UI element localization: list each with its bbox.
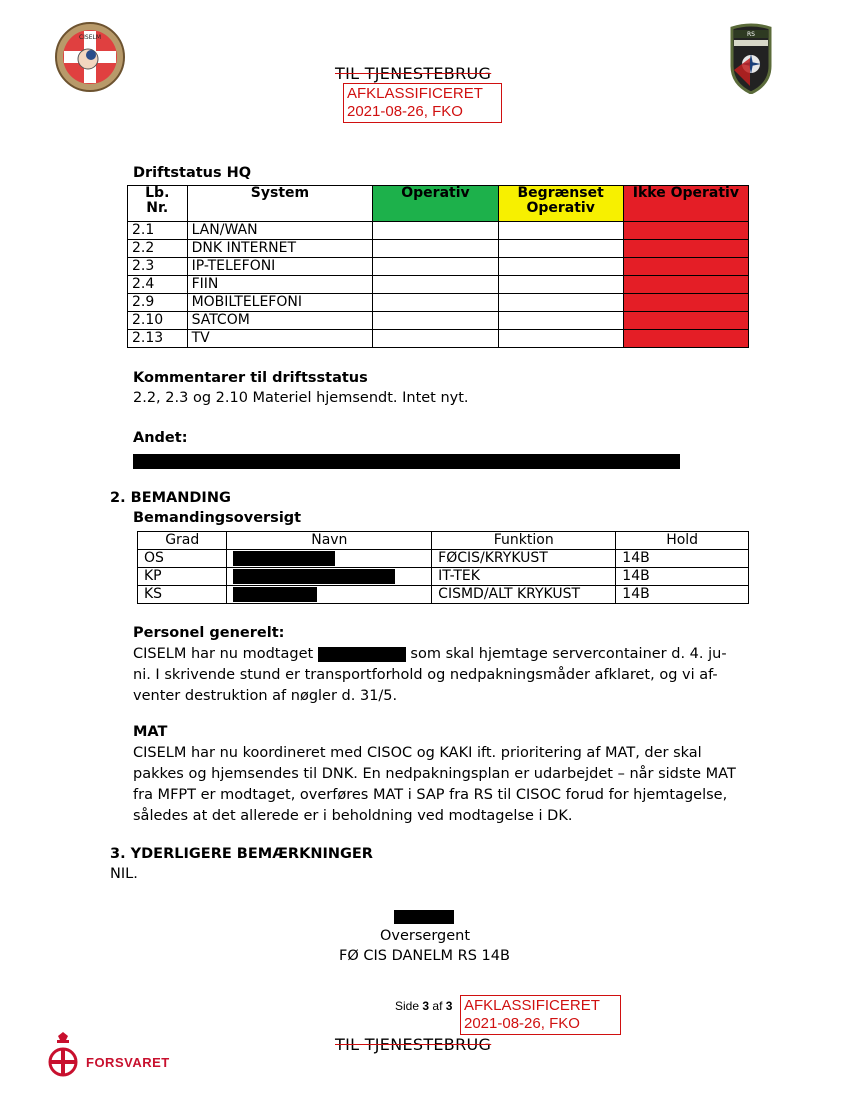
personel-title: Personel generelt: xyxy=(133,625,285,641)
footer-stamp-line2: 2021-08-26, FKO xyxy=(464,1015,580,1032)
redaction-bar xyxy=(318,647,406,662)
table-row xyxy=(128,312,749,330)
forsvaret-logo xyxy=(48,1032,170,1080)
table-row xyxy=(128,258,749,276)
footer-classification: TIL TJENESTEBRUG xyxy=(335,1035,492,1054)
footer-declassified-stamp xyxy=(460,995,621,1035)
personel-text xyxy=(133,644,753,707)
header-stamp-line2: 2021-08-26, FKO xyxy=(347,103,463,120)
personel-text-a: CISELM har nu modtaget xyxy=(133,646,314,662)
yderligere-section: 3. YDERLIGERE BEMÆRKNINGER xyxy=(110,846,373,862)
bemanding-table xyxy=(137,531,749,604)
header-classification: TIL TJENESTEBRUG xyxy=(335,64,492,83)
kommentarer-text: 2.2, 2.3 og 2.10 Materiel hjemsendt. Intet nyt. xyxy=(133,390,469,406)
row-nr: 2.1 xyxy=(128,222,188,240)
page-number xyxy=(395,999,452,1013)
personel-line2: ni. I skrivende stund er transportforhold og nedpakningsmåder afklaret, og vi af- xyxy=(133,667,718,683)
col-operativ: Operativ xyxy=(373,186,498,222)
col-lbnr: Lb. Nr. xyxy=(128,186,188,222)
bemanding-section: 2. BEMANDING xyxy=(110,490,231,506)
unit-logo-text: CISELM xyxy=(78,34,102,41)
table-row xyxy=(138,586,749,604)
page-total: 3 xyxy=(445,999,453,1013)
mat-line: pakkes og hjemsendes til DNK. En nedpakningsplan er udarbejdet – når sidste MAT xyxy=(133,766,736,782)
row-funktion: FØCIS/KRYKUST xyxy=(432,550,616,568)
row-nr: 2.9 xyxy=(128,294,188,312)
row-system: FIIN xyxy=(187,276,373,294)
row-grad: KP xyxy=(138,568,227,586)
personel-line3: venter destruktion af nøgler d. 31/5. xyxy=(133,688,398,704)
row-nr: 2.13 xyxy=(128,330,188,348)
col-hold: Hold xyxy=(616,532,749,550)
table-row xyxy=(128,276,749,294)
signature-rank: Oversergent xyxy=(380,928,471,944)
table-row xyxy=(128,294,749,312)
row-navn-redacted xyxy=(227,550,432,568)
row-navn-redacted xyxy=(227,586,432,604)
yderligere-text: NIL. xyxy=(110,866,138,882)
row-funktion: IT-TEK xyxy=(432,568,616,586)
row-system: IP-TELEFONI xyxy=(187,258,373,276)
kommentarer-title: Kommentarer til driftsstatus xyxy=(133,370,368,386)
forsvaret-brand: FORSVARET xyxy=(86,1054,170,1070)
row-hold: 14B xyxy=(616,550,749,568)
rs-badge xyxy=(730,22,772,94)
row-grad: KS xyxy=(138,586,227,604)
row-navn-redacted xyxy=(227,568,432,586)
mat-line: fra MFPT er modtaget, overføres MAT i SAP fra RS til CISOC forud for hjemtagelse, xyxy=(133,787,728,803)
redaction-bar xyxy=(133,454,680,469)
col-system: System xyxy=(187,186,373,222)
rs-badge-text: RS xyxy=(747,31,755,38)
mat-line: således at det allerede er i beholdning ved modtagelse i DK. xyxy=(133,808,573,824)
col-begraenset: Begrænset Operativ xyxy=(498,186,623,222)
crown-shield-icon xyxy=(48,1032,78,1080)
row-nr: 2.10 xyxy=(128,312,188,330)
row-grad: OS xyxy=(138,550,227,568)
row-system: SATCOM xyxy=(187,312,373,330)
table-row xyxy=(128,330,749,348)
personel-text-b: som skal hjemtage servercontainer d. 4. ju- xyxy=(410,646,727,662)
header-declassified-stamp xyxy=(343,83,502,123)
page-side-label: Side xyxy=(395,999,420,1013)
table-row xyxy=(138,550,749,568)
row-nr: 2.4 xyxy=(128,276,188,294)
row-system: TV xyxy=(187,330,373,348)
mat-title: MAT xyxy=(133,724,168,740)
page-current: 3 xyxy=(422,999,430,1013)
signature-unit: FØ CIS DANELM RS 14B xyxy=(339,948,510,964)
row-system: LAN/WAN xyxy=(187,222,373,240)
driftstatus-title: Driftstatus HQ xyxy=(133,165,252,181)
row-funktion: CISMD/ALT KRYKUST xyxy=(432,586,616,604)
unit-logo xyxy=(55,22,125,92)
header-stamp-line1: AFKLASSIFICERET xyxy=(347,85,483,102)
footer-stamp-line1: AFKLASSIFICERET xyxy=(464,997,600,1014)
page-of-label: af xyxy=(432,999,443,1013)
driftstatus-table xyxy=(127,185,749,348)
table-row xyxy=(138,568,749,586)
row-system: MOBILTELEFONI xyxy=(187,294,373,312)
row-system: DNK INTERNET xyxy=(187,240,373,258)
col-navn: Navn xyxy=(227,532,432,550)
col-funktion: Funktion xyxy=(432,532,616,550)
mat-text xyxy=(133,743,758,827)
andet-title: Andet: xyxy=(133,430,188,446)
row-hold: 14B xyxy=(616,586,749,604)
mat-line: CISELM har nu koordineret med CISOC og KAKI ift. prioritering af MAT, der skal xyxy=(133,745,702,761)
row-nr: 2.2 xyxy=(128,240,188,258)
row-nr: 2.3 xyxy=(128,258,188,276)
table-row xyxy=(128,222,749,240)
table-row xyxy=(128,240,749,258)
row-hold: 14B xyxy=(616,568,749,586)
bemanding-subtitle: Bemandingsoversigt xyxy=(133,510,302,526)
signature-redaction xyxy=(394,910,454,924)
col-ikke: Ikke Operativ xyxy=(623,186,748,222)
col-grad: Grad xyxy=(138,532,227,550)
